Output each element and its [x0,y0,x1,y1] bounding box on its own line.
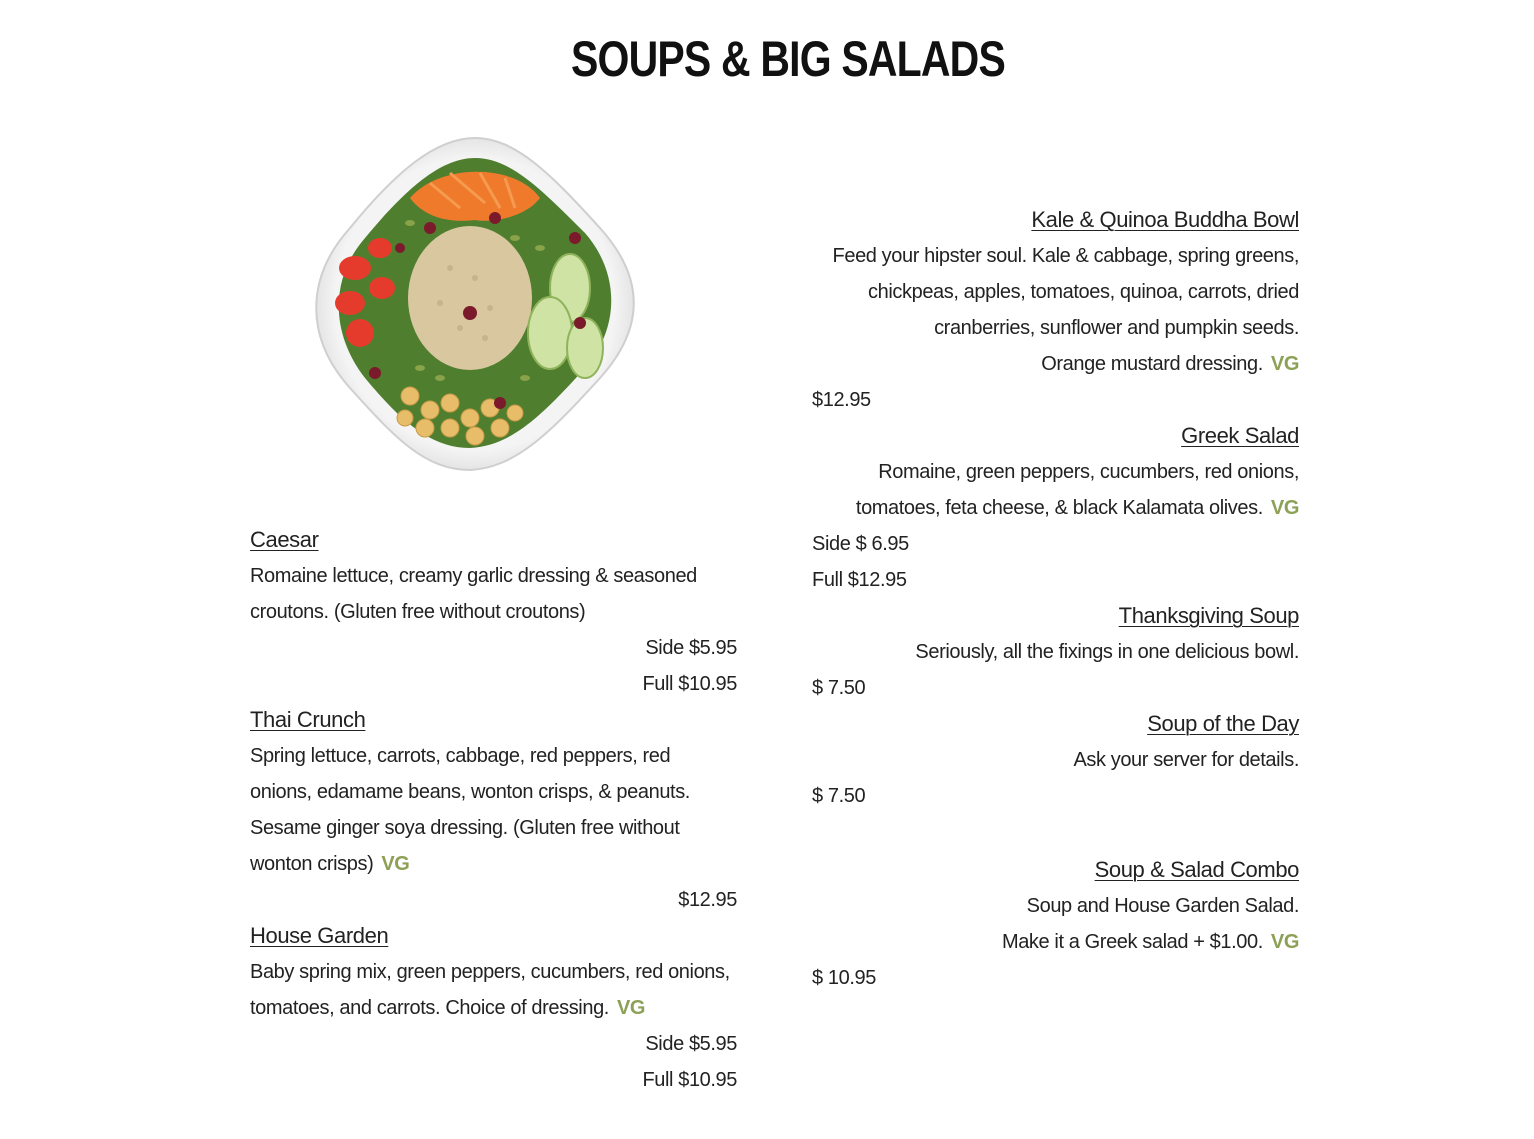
item-price: $12.95 [812,389,871,411]
item-name: Greek Salad [1181,423,1299,448]
item-name: Thai Crunch [250,707,366,732]
item-description: Romaine lettuce, creamy garlic dressing & seasoned croutons. (Gluten free without croutons) [250,565,697,623]
vegetarian-badge: VG [1270,931,1299,953]
menu-item-thanksgiving-soup [812,598,1299,706]
item-description-line: Make it a Greek salad + $1.00. VG [1001,931,1299,953]
menu-item-kale-quinoa-bowl [812,202,1299,418]
vegetarian-badge: VG [616,997,646,1019]
item-description-line: Soup and House Garden Salad. [1026,895,1299,917]
item-price-full: Full $10.95 [642,673,737,695]
item-name: House Garden [250,923,389,948]
vegetarian-badge: VG [381,853,410,875]
item-price-side: Side $5.95 [645,1033,737,1055]
item-name: Soup of the Day [1147,711,1299,736]
item-description-line: Romaine, green peppers, cucumbers, red onions, [878,461,1299,483]
item-description-line: cranberries, sunflower and pumpkin seeds. [934,317,1299,339]
menu-item-greek-salad [812,418,1299,598]
item-description: Spring lettuce, carrots, cabbage, red peppers, red onions, edamame beans, wonton crisps, & peanuts. Sesame ginger soya dressing. (Gluten free without wonton crisps) VG [250,745,690,875]
item-price-side: Side $ 6.95 [812,533,909,555]
item-description-line: Seriously, all the fixings in one delicious bowl. [915,641,1299,663]
item-name: Kale & Quinoa Buddha Bowl [1031,207,1299,232]
item-price: $12.95 [678,889,737,911]
menu-item-soup-of-the-day [812,706,1299,814]
menu-item-soup-salad-combo [812,852,1299,996]
vegetarian-badge: VG [1270,353,1299,375]
item-price: $ 7.50 [812,677,866,699]
item-price-full: Full $10.95 [642,1069,737,1091]
salad-bowl-image [300,128,650,478]
item-description-line: Orange mustard dressing. VG [1041,353,1299,375]
page-title: SOUPS & BIG SALADS [570,31,1006,87]
item-description-line: tomatoes, feta cheese, & black Kalamata olives. VG [855,497,1299,519]
item-price: $ 7.50 [812,785,866,807]
item-description-line: Feed your hipster soul. Kale & cabbage, spring greens, [832,245,1299,267]
item-name: Thanksgiving Soup [1118,603,1299,628]
right-menu-column [812,202,1299,996]
menu-item-caesar [250,522,737,702]
item-price: $ 10.95 [812,967,876,989]
item-name: Caesar [250,527,319,552]
item-description: Baby spring mix, green peppers, cucumbers, red onions, tomatoes, and carrots. Choice of dressing. VG [250,961,730,1019]
item-price-side: Side $5.95 [645,637,737,659]
item-description-line: Ask your server for details. [1073,749,1299,771]
left-menu-column [250,522,737,1098]
item-name: Soup & Salad Combo [1094,857,1299,882]
menu-item-house-garden [250,918,737,1098]
menu-item-thai-crunch [250,702,737,918]
item-description-line: chickpeas, apples, tomatoes, quinoa, carrots, dried [868,281,1299,303]
vegetarian-badge: VG [1270,497,1299,519]
item-price-full: Full $12.95 [812,569,907,591]
